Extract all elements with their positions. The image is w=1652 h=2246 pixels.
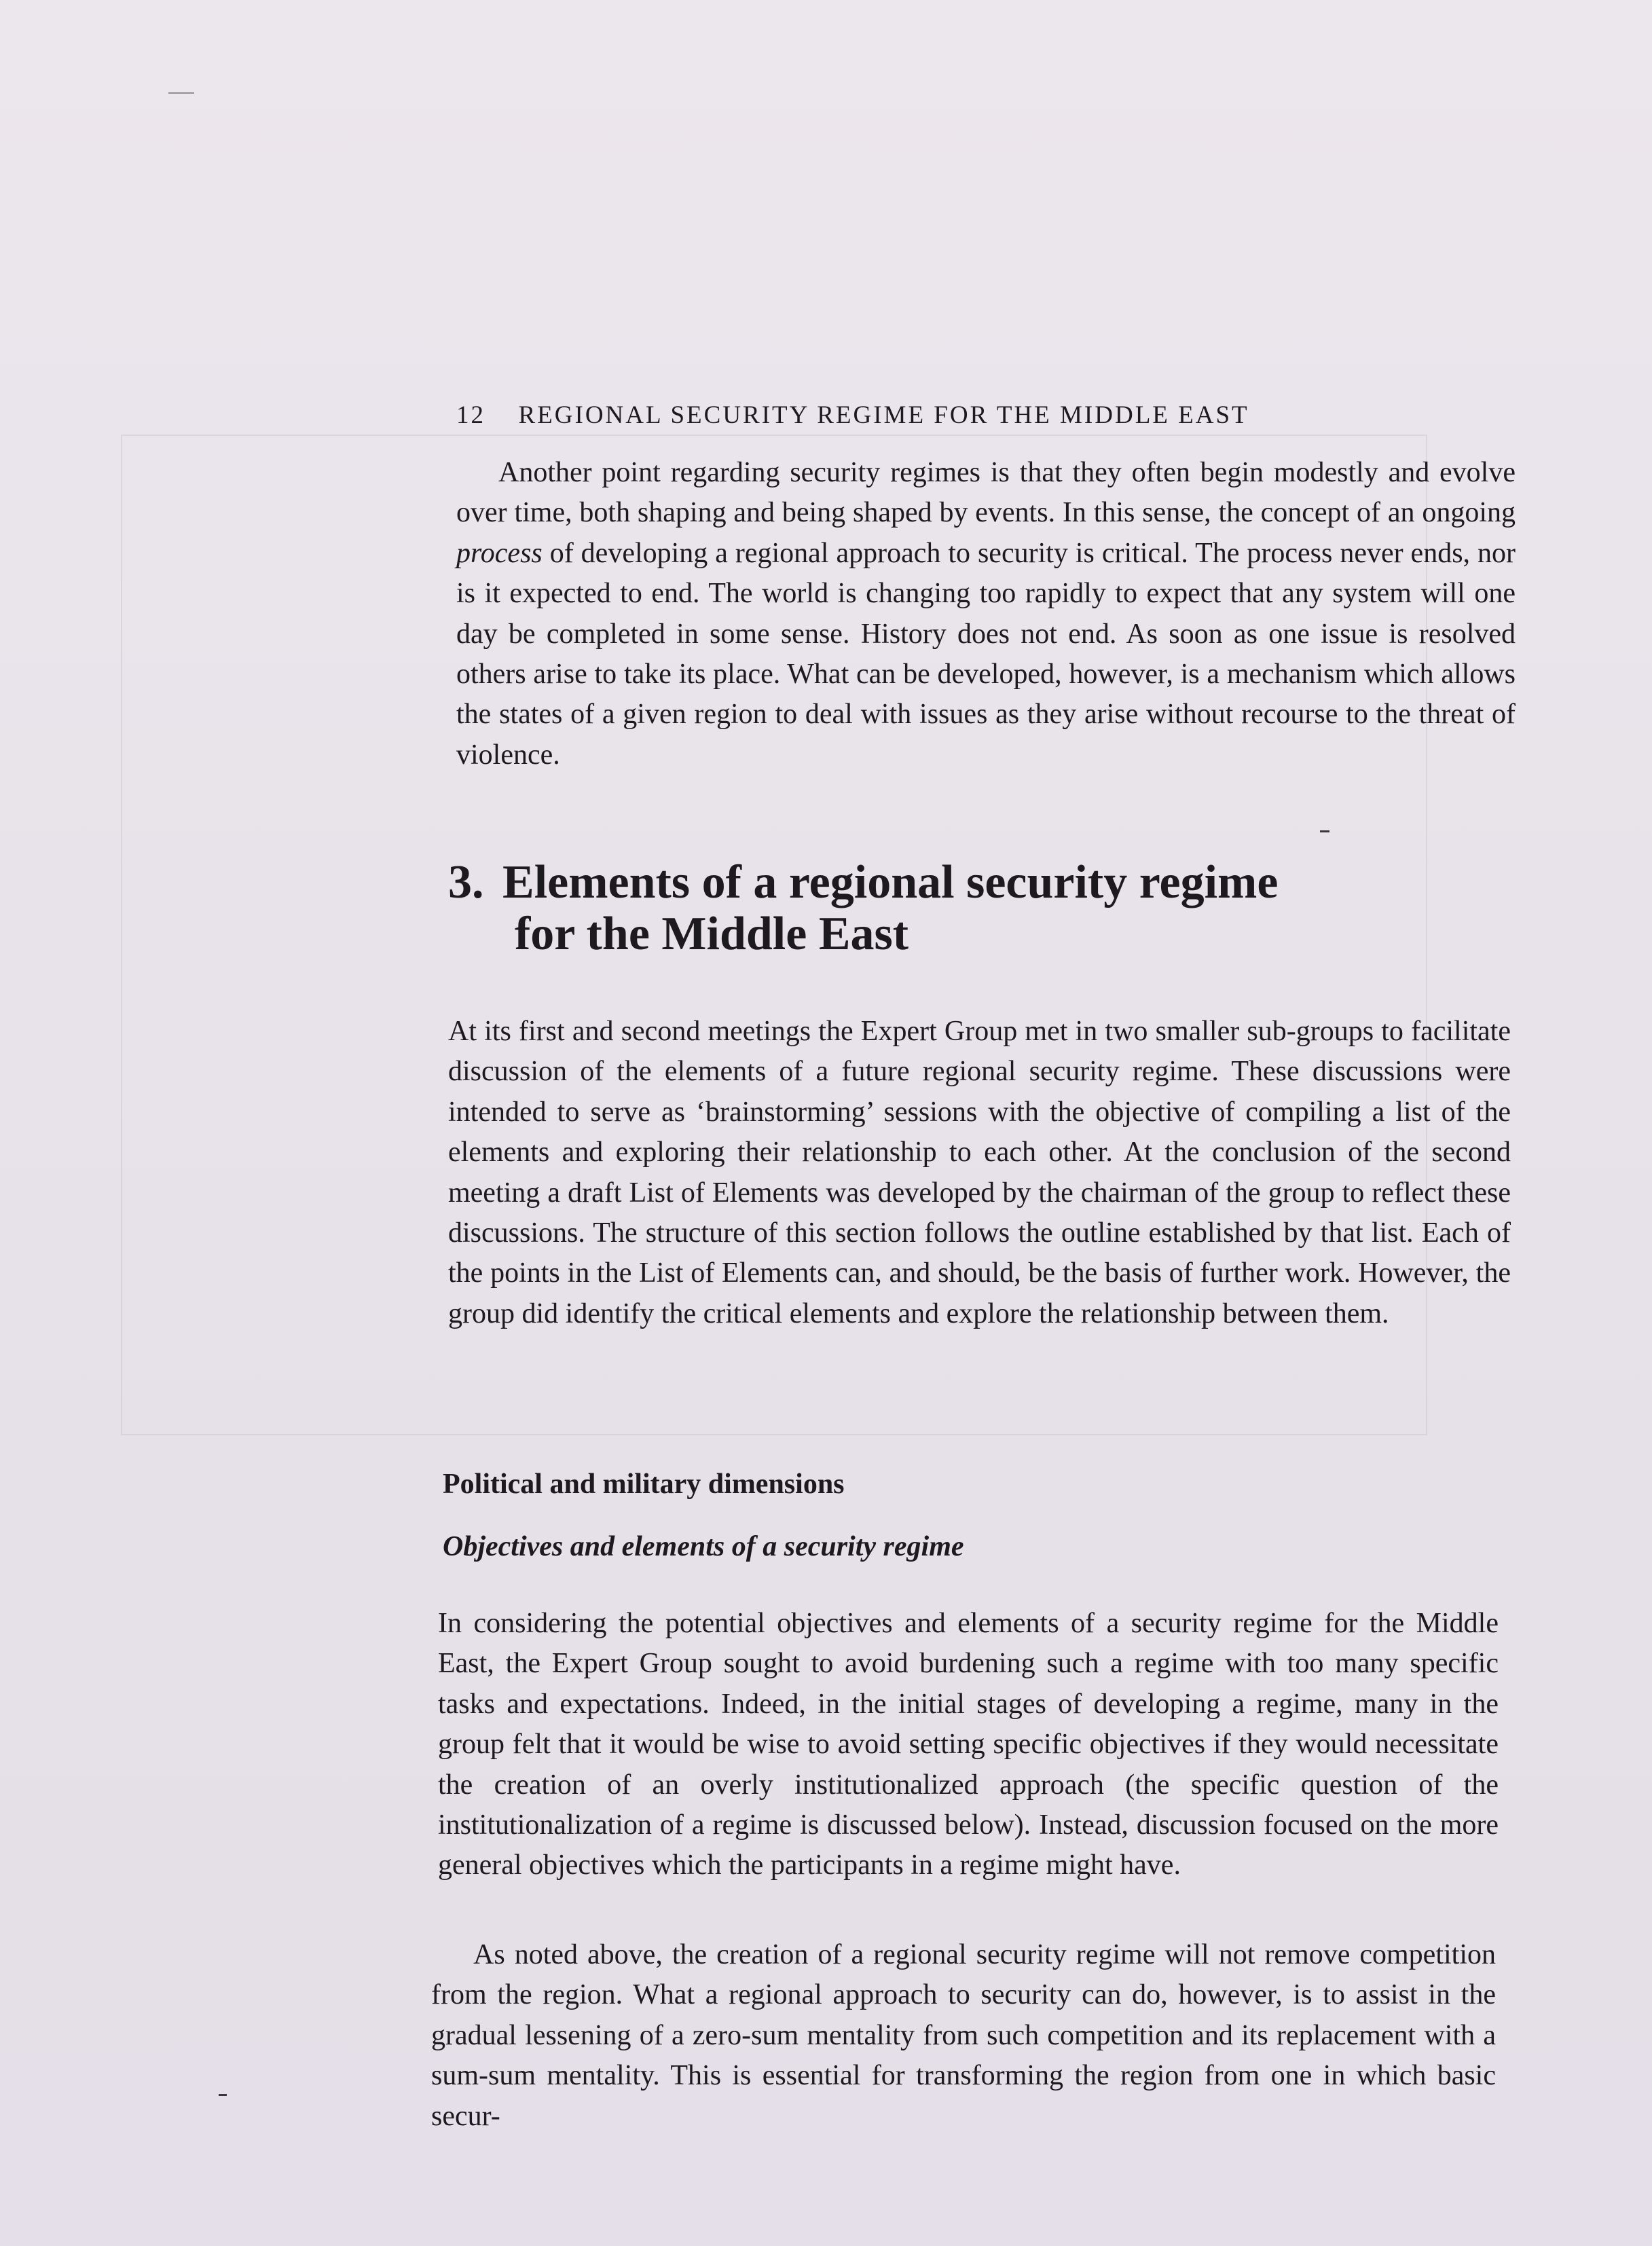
section-number: 3. [448,856,484,908]
subheading: Political and military dimensions [443,1469,845,1500]
running-head [456,401,1448,430]
paragraph-4-text: As noted above, the creation of a regional security regime will not remove competition from the region. What a regional approach to security can do, however, is to assist in the gradual lessening of a zero-sum mentality from such competition and its replacement with a sum-sum mentality. This is essential for transforming the region from one in which basic secur- [431,1939,1496,2132]
emphasis-process: process [456,537,543,569]
scan-speck [219,2094,227,2096]
running-head-title: REGIONAL SECURITY REGIME FOR THE MIDDLE EAST [518,401,1249,429]
scan-speck [168,92,194,94]
scan-speck [1320,830,1329,832]
paragraph-meetings [448,1012,1511,1334]
paragraph-competition [431,1935,1496,2137]
section-title-line-2: for the Middle East [515,908,909,960]
paragraph-objectives [438,1604,1499,1886]
paragraph-1-part-a: Another point regarding security regimes is that they often begin modestly and evolve over time, both shaping and being shaped by events. In this sense, the concept of an ongoing [456,457,1516,529]
page-number: 12 [456,401,485,429]
section-title-line-1: Elements of a regional security regime [502,856,1279,908]
section-heading [448,857,1521,960]
paragraph-process [456,453,1516,775]
paragraph-2-text: At its first and second meetings the Expert Group met in two smaller sub-groups to facilitate discussion of the elements of a future regional security regime. These discussions were intended to serve as ‘brainstorming’ sessions with the objective of compiling a list of the elements and exploring their relationship to each other. At the conclusion of the second meeting a draft List of Elements was developed by the chairman of the group to reflect these discussions. The structure of this section follows the outline established by that list. Each of the points in the List of Elements can, and should, be the basis of further work. However, the group did identify the critical elements and explore the relationship between them. [448,1016,1511,1329]
paragraph-3-text: In considering the potential objectives and elements of a security regime for the Middle East, the Expert Group sought to avoid burdening such a regime with too many specific tasks and expectations. Indeed, in the initial stages of developing a regime, many in the group felt that it would be wise to avoid setting specific objectives if they would necessitate the creation of an overly institutionalized approach (the specific question of the institutionalization of a regime is discussed below). Instead, discussion focused on the more general objectives which the participants in a regime might have. [438,1608,1499,1881]
subsubheading: Objectives and elements of a security regime [443,1531,964,1562]
paragraph-1-part-b: of developing a regional approach to security is critical. The process never ends, nor is it expected to end. The world is changing too rapidly to expect that any system will one day be completed in some sense. History does not end. As soon as one issue is resolved others arise to take its place. What can be developed, however, is a mechanism which allows the states of a given region to deal with issues as they arise without recourse to the threat of violence. [456,537,1516,771]
